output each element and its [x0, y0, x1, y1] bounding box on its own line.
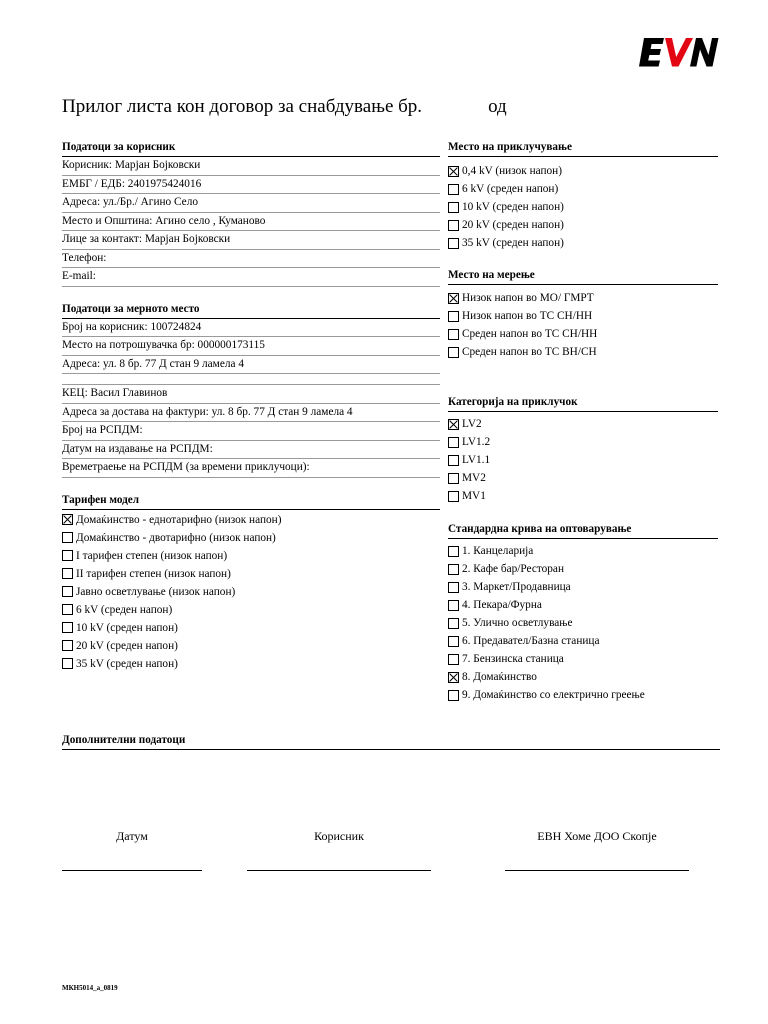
load-curve-option[interactable]: [448, 596, 718, 614]
option-label: Домаќинство - двотарифно (низок напон): [76, 531, 276, 544]
checkbox[interactable]: [448, 311, 459, 322]
option-label: 4. Пекара/Фурна: [462, 599, 542, 611]
connection-category-option[interactable]: [448, 415, 718, 433]
customer-field-row[interactable]: Лице за контакт: Марјан Бојковски: [62, 231, 440, 250]
option-label: 6 kV (среден напон): [462, 183, 559, 195]
connection-category-options: [448, 415, 718, 505]
metering-point-rows-extra: [62, 384, 440, 478]
option-label: 2. Кафе бар/Ресторан: [462, 563, 564, 575]
checkbox[interactable]: [448, 491, 459, 502]
checkbox[interactable]: [62, 604, 73, 615]
checkbox[interactable]: [448, 184, 459, 195]
metering-field-row[interactable]: Адреса: ул. 8 бр. 77 Д стан 9 ламела 4: [62, 356, 440, 375]
option-label: Домаќинство - еднотарифно (низок напон): [76, 513, 282, 526]
checkbox[interactable]: [62, 622, 73, 633]
checkbox[interactable]: [448, 437, 459, 448]
checkbox[interactable]: [448, 546, 459, 557]
checkbox[interactable]: [448, 600, 459, 611]
option-label: Јавно осветлување (низок напон): [76, 585, 236, 598]
checkbox[interactable]: [448, 347, 459, 358]
option-label: 9. Домаќинство со електрично греење: [462, 689, 645, 701]
option-label: 20 kV (среден напон): [76, 639, 178, 652]
checkbox-checked[interactable]: [62, 514, 73, 525]
checkbox[interactable]: [62, 658, 73, 669]
signature-customer-label: Корисник: [314, 829, 364, 843]
checkbox[interactable]: [448, 220, 459, 231]
checkbox[interactable]: [448, 202, 459, 213]
connection-category-option[interactable]: [448, 433, 718, 451]
tariff-model-options: [62, 511, 440, 673]
option-label: MV2: [462, 472, 486, 484]
option-label: 35 kV (среден напон): [462, 237, 564, 249]
document-title-date-label: од: [488, 96, 507, 117]
customer-field-row[interactable]: ЕМБГ / ЕДБ: 2401975424016: [62, 176, 440, 195]
checkbox[interactable]: [62, 586, 73, 597]
tariff-option[interactable]: [62, 565, 440, 583]
metering-extra-field-row[interactable]: Адреса за достава на фактури: ул. 8 бр. 77 Д стан 9 ламела 4: [62, 404, 440, 423]
option-label: MV1: [462, 490, 486, 502]
option-label: LV1.1: [462, 454, 491, 466]
metering-point-rows: [62, 319, 440, 375]
connection-category-option[interactable]: [448, 469, 718, 487]
connection-place-heading: Место на приклучување: [448, 141, 718, 157]
option-label: II тарифен степен (низок напон): [76, 567, 231, 580]
option-label: LV2: [462, 418, 482, 430]
metering-extra-field-row[interactable]: КЕЦ: Васил Главинов: [62, 384, 440, 404]
signature-date-label: Датум: [116, 829, 148, 843]
load-curve-option[interactable]: [448, 668, 718, 686]
evn-logo: [638, 32, 720, 74]
option-label: 6. Предавател/Базна станица: [462, 635, 600, 647]
left-column: [62, 141, 440, 673]
checkbox[interactable]: [448, 690, 459, 701]
load-curve-option[interactable]: [448, 560, 718, 578]
option-label: LV1.2: [462, 436, 491, 448]
checkbox-checked[interactable]: [448, 419, 459, 430]
connection-place-option[interactable]: [448, 180, 718, 198]
metering-extra-field-row[interactable]: Број на РСПДМ:: [62, 422, 440, 441]
load-curve-option[interactable]: [448, 614, 718, 632]
metering-place-option[interactable]: [448, 343, 718, 361]
option-label: 10 kV (среден напон): [76, 621, 178, 634]
option-label: 8. Домаќинство: [462, 671, 537, 683]
checkbox[interactable]: [62, 532, 73, 543]
checkbox[interactable]: [62, 550, 73, 561]
checkbox-checked[interactable]: [448, 166, 459, 177]
option-label: 7. Бензинска станица: [462, 653, 564, 665]
customer-field-row[interactable]: Место и Општина: Агино село , Куманово: [62, 213, 440, 232]
option-label: I тарифен степен (низок напон): [76, 549, 228, 562]
checkbox[interactable]: [448, 238, 459, 249]
option-label: 10 kV (среден напон): [462, 201, 564, 213]
connection-place-option[interactable]: [448, 162, 718, 180]
metering-field-row[interactable]: Место на потрошувачка бр: 000000173115: [62, 337, 440, 356]
customer-field-row[interactable]: Корисник: Марјан Бојковски: [62, 157, 440, 176]
document-title: [62, 96, 507, 118]
load-curve-option[interactable]: [448, 542, 718, 560]
checkbox[interactable]: [62, 568, 73, 579]
connection-place-option[interactable]: [448, 216, 718, 234]
metering-point-heading: Податоци за мерното место: [62, 303, 440, 319]
option-label: 1. Канцеларија: [462, 545, 534, 557]
tariff-option[interactable]: [62, 583, 440, 601]
checkbox-checked[interactable]: [448, 293, 459, 304]
tariff-model-heading: Тарифен модел: [62, 494, 440, 510]
load-curve-option[interactable]: [448, 578, 718, 596]
additional-data-heading: Дополнителни податоци: [62, 734, 720, 750]
option-label: 20 kV (среден напон): [462, 219, 564, 231]
checkbox[interactable]: [448, 618, 459, 629]
tariff-option[interactable]: [62, 547, 440, 565]
checkbox[interactable]: [448, 473, 459, 484]
signature-company-line[interactable]: [505, 870, 689, 871]
load-curve-heading: Стандардна крива на оптоварување: [448, 523, 718, 539]
signature-company-label: ЕВН Хоме ДОО Скопје: [537, 829, 657, 843]
option-label: Низок напон во МО/ ГМРТ: [462, 292, 594, 304]
metering-extra-field-row[interactable]: Датум на издавање на РСПДМ:: [62, 441, 440, 460]
option-label: Среден напон во ТС ВН/СН: [462, 346, 597, 358]
checkbox[interactable]: [448, 654, 459, 665]
tariff-option[interactable]: [62, 511, 440, 529]
checkbox[interactable]: [448, 564, 459, 575]
metering-place-option[interactable]: [448, 289, 718, 307]
form-code: МКН5014_а_0819: [62, 984, 118, 992]
tariff-option[interactable]: [62, 655, 440, 673]
customer-field-row[interactable]: Адреса: ул./Бр./ Агино Село: [62, 194, 440, 213]
load-curve-options: [448, 542, 718, 704]
checkbox[interactable]: [448, 582, 459, 593]
document-title-text: Прилог листа кон договор за снабдување бр.: [62, 96, 423, 117]
connection-place-option[interactable]: [448, 234, 718, 252]
option-label: 3. Маркет/Продавница: [462, 581, 571, 593]
customer-field-row[interactable]: E-mail:: [62, 268, 440, 287]
connection-category-option[interactable]: [448, 487, 718, 505]
tariff-option[interactable]: [62, 637, 440, 655]
option-label: 5. Улично осветлување: [462, 617, 573, 629]
metering-place-heading: Место на мерење: [448, 269, 718, 285]
connection-category-option[interactable]: [448, 451, 718, 469]
option-label: Среден напон во ТС СН/НН: [462, 328, 598, 340]
option-label: 35 kV (среден напон): [76, 657, 178, 670]
connection-place-options: [448, 162, 718, 252]
customer-field-row[interactable]: Телефон:: [62, 250, 440, 269]
checkbox-checked[interactable]: [448, 672, 459, 683]
checkbox[interactable]: [62, 640, 73, 651]
metering-place-option[interactable]: [448, 325, 718, 343]
right-column: [448, 141, 718, 704]
tariff-option[interactable]: [62, 619, 440, 637]
load-curve-option[interactable]: [448, 650, 718, 668]
connection-category-heading: Категорија на приклучок: [448, 396, 718, 412]
option-label: Низок напон во ТС СН/НН: [462, 310, 593, 322]
checkbox[interactable]: [448, 329, 459, 340]
checkbox[interactable]: [448, 636, 459, 647]
metering-extra-field-row[interactable]: Времетраење на РСПДМ (за времени приклучоци):: [62, 459, 440, 478]
customer-section-heading: Податоци за корисник: [62, 141, 440, 157]
tariff-option[interactable]: [62, 601, 440, 619]
checkbox[interactable]: [448, 455, 459, 466]
load-curve-option[interactable]: [448, 632, 718, 650]
tariff-option[interactable]: [62, 529, 440, 547]
signature-date-line[interactable]: [62, 870, 202, 871]
metering-field-row[interactable]: Број на корисник: 100724824: [62, 319, 440, 338]
option-label: 6 kV (среден напон): [76, 603, 173, 616]
metering-place-option[interactable]: [448, 307, 718, 325]
connection-place-option[interactable]: [448, 198, 718, 216]
load-curve-option[interactable]: [448, 686, 718, 704]
signature-customer-line[interactable]: [247, 870, 431, 871]
customer-rows: [62, 157, 440, 287]
metering-place-options: [448, 289, 718, 361]
option-label: 0,4 kV (низок напон): [462, 165, 562, 177]
